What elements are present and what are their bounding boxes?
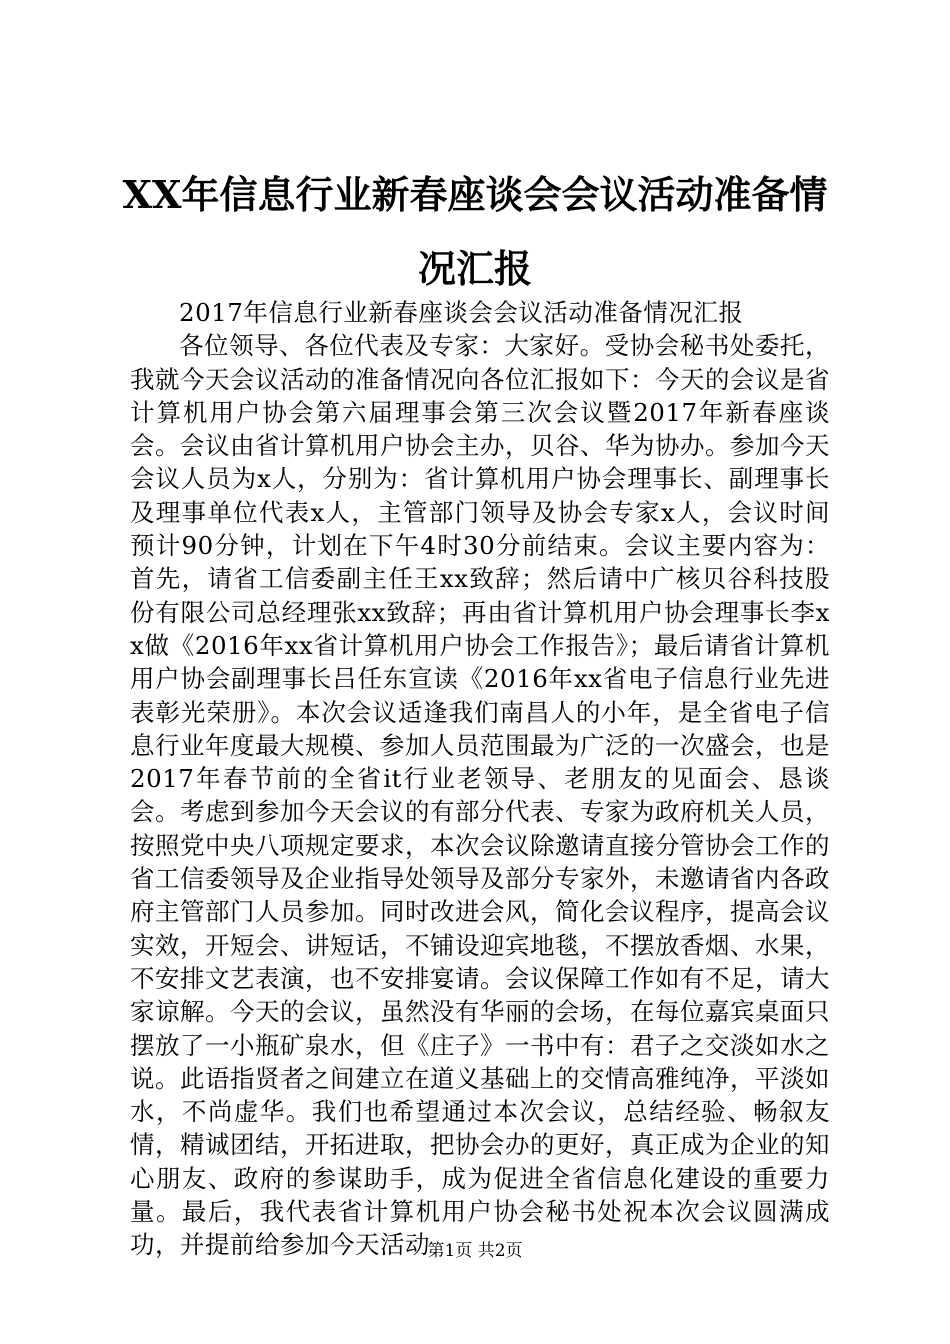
document-title: XX年信息行业新春座谈会会议活动准备情况汇报 bbox=[122, 172, 828, 291]
document-body bbox=[130, 296, 830, 1262]
document-subtitle: 2017年信息行业新春座谈会会议活动准备情况汇报 bbox=[179, 298, 744, 327]
body-paragraph: 各位领导、各位代表及专家：大家好。受协会秘书处委托，我就今天会议活动的准备情况向各位汇报如下：今天的会议是省计算机用户协会第六届理事会第三次会议暨2017年新春座谈会。会议由省计算机用户协会主办，贝谷、华为协办。参加今天会议人员为x人，分别为：省计算机用户协会理事长、副理事长及理事单位代表x人，主管部门领导及协会专家x人，会议时间预计90分钟，计划在下午4时30分前结束。会议主要内容为：首先，请省工信委副主任王xx致辞；然后请中广核贝谷科技股份有限公司总经理张xx致辞；再由省计算机用户协会理事长李xx做《2016年xx省计算机用户协会工作报告》；最后请省计算机用户协会副理事长吕任东宣读《2016年xx省电子信息行业先进表彰光荣册》。本次会议适逢我们南昌人的小年，是全省电子信息行业年度最大规模、参加人员范围最为广泛的一次盛会，也是2017年春节前的全省it行业老领导、老朋友的见面会、恳谈会。考虑到参加今天会议的有部分代表、专家为政府机关人员，按照党中央八项规定要求，本次会议除邀请直接分管协会工作的省工信委领导及企业指导处领导及部分专家外，未邀请省内各政府主管部门人员参加。同时改进会风，简化会议程序，提高会议实效，开短会、讲短话，不铺设迎宾地毯，不摆放香烟、水果，不安排文艺表演，也不安排宴请。会议保障工作如有不足，请大家谅解。今天的会议，虽然没有华丽的会场，在每位嘉宾桌面只摆放了一小瓶矿泉水，但《庄子》一书中有：君子之交淡如水之说。此语指贤者之间建立在道义基础上的交情高雅纯净，平淡如水，不尚虚华。我们也希望通过本次会议，总结经验、畅叙友情，精诚团结，开拓进取，把协会办的更好，真正成为企业的知心朋友、政府的参谋助手，成为促进全省信息化建设的重要力量。最后，我代表省计算机用户协会秘书处祝本次会议圆满成功，并提前给参加今天活动 bbox=[130, 331, 830, 1260]
page-number: 第1页 共2页 bbox=[427, 1241, 523, 1261]
